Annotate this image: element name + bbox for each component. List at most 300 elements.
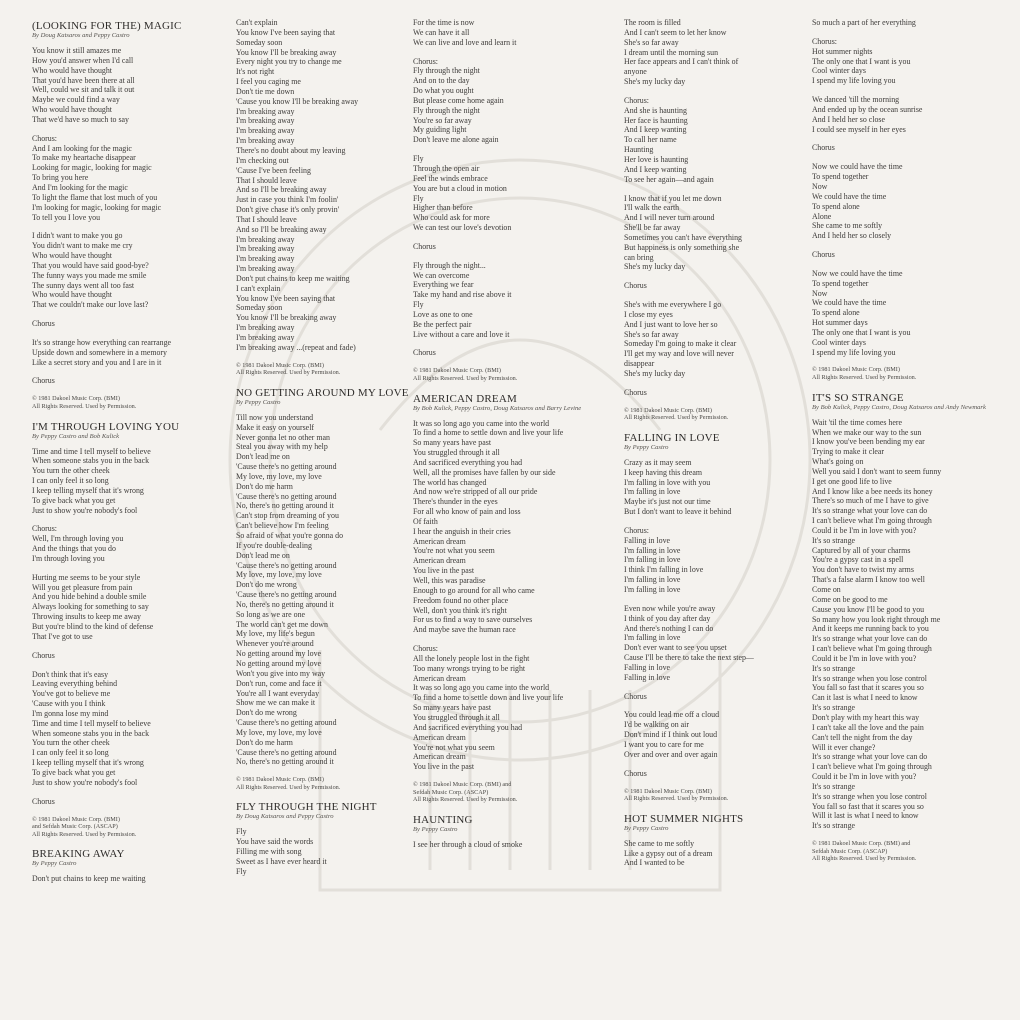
lyric-line: Of faith (413, 516, 438, 526)
lyric-line: Her love is haunting (624, 154, 689, 164)
lyrics-stanza (413, 840, 601, 850)
copyright-line: © 1981 Dakoel Music Corp. (BMI) (624, 406, 712, 414)
lyric-line: So many years have past (413, 438, 492, 448)
lyric-line: Chorus (624, 281, 647, 291)
song-block (812, 392, 1000, 863)
lyric-line: Chorus: (624, 525, 649, 535)
lyrics-stanza (812, 95, 1000, 134)
song-title: IT'S SO STRANGE (812, 391, 904, 404)
lyric-line: American dream (413, 673, 466, 683)
lyric-line: Chorus: (32, 133, 57, 143)
song-credit: By Bob Kulick, Peppy Castro, Doug Katsaros and Barry Levine (413, 404, 582, 412)
lyric-line: Chorus: (413, 644, 438, 654)
lyric-line: So long as we are one (236, 609, 306, 619)
lyrics-stanza (413, 348, 601, 358)
copyright-notice (812, 840, 1000, 863)
lyric-line: The room is filled (624, 18, 681, 27)
lyric-line: Even now while you're away (624, 603, 716, 613)
copyright-line: Sefdah Music Corp. (ASCAP) (413, 788, 489, 796)
lyric-line: Don't lead me on (236, 550, 290, 560)
lyric-line: Whenever you're around (236, 639, 314, 649)
lyric-line: Steal you away with my help (236, 442, 328, 452)
lyric-line: My love, my love, my love (236, 471, 322, 481)
lyric-line: You fall so fast that it scares you so (812, 801, 924, 811)
copyright-line: All Rights Reserved. Used by Permission. (624, 795, 729, 803)
copyright-line: © 1981 Dakoel Music Corp. (BMI) (236, 361, 324, 369)
lyric-line: Don't leave me alone again (413, 135, 499, 145)
lyric-line: To make my heartache disappear (32, 153, 136, 163)
lyric-line: Don't do me harm (236, 481, 293, 491)
lyric-line: Someday soon (236, 303, 283, 313)
song-block (236, 18, 424, 377)
lyric-line: To spend alone (812, 308, 860, 318)
lyrics-stanza (812, 250, 1000, 260)
song-title: HAUNTING (413, 813, 473, 826)
copyright-line: © 1981 Dakoel Music Corp. (BMI) (32, 395, 120, 403)
lyric-line: But please come home again (413, 95, 504, 105)
lyric-line: And ended up by the ocean sunrise (812, 104, 923, 114)
lyric-line: You turn the other cheek (32, 738, 110, 748)
copyright-notice (413, 781, 601, 804)
song-title: AMERICAN DREAM (413, 392, 517, 405)
lyric-line: Now (812, 181, 828, 191)
lyric-line: We could have the time (812, 191, 887, 201)
lyric-line: Fly (413, 154, 424, 164)
lyric-line: I feel you caging me (236, 77, 301, 87)
lyric-line: That's a false alarm I know too well (812, 575, 925, 585)
lyric-line: And there's nothing I can do (624, 623, 714, 633)
lyrics-stanza (32, 319, 220, 329)
copyright-line: © 1981 Dakoel Music Corp. (BMI) and (413, 781, 512, 789)
song-block (624, 432, 812, 803)
lyric-line: Well, don't you think it's right (413, 605, 507, 615)
lyrics-stanza (812, 269, 1000, 358)
lyric-line: No getting around my love (236, 649, 322, 659)
song-block (32, 421, 220, 839)
lyrics-column-1 (32, 18, 220, 894)
lyric-line: Don't do me harm (236, 737, 293, 747)
lyric-line: We can live and love and learn it (413, 37, 517, 47)
lyric-line: I'm through loving you (32, 553, 105, 563)
lyric-line: We can test our love's devotion (413, 223, 512, 233)
lyrics-stanza (32, 573, 220, 642)
lyric-line: Every night you try to change me (236, 57, 342, 67)
lyrics-stanza (413, 57, 601, 146)
lyrics-column-5 (812, 18, 1000, 873)
lyric-line: You don't have to twist my arms (812, 565, 914, 575)
lyric-line: Don't think that it's easy (32, 669, 109, 679)
lyric-line: You live in the past (413, 566, 475, 576)
lyric-line: I think I'm falling in love (624, 565, 704, 575)
lyric-line: To call her name (624, 135, 677, 145)
lyric-line: Chorus (32, 650, 55, 660)
lyric-line: I can only feel it so long (32, 476, 109, 486)
lyric-line: If you're double-dealing (236, 540, 312, 550)
lyric-line: I think of you day after day (624, 613, 711, 623)
lyric-line: And so I'll be breaking away (236, 224, 327, 234)
lyric-line: Just to show you're nobody's fool (32, 505, 138, 515)
song-block (812, 18, 1000, 382)
lyric-line: Well, this was paradise (413, 576, 486, 585)
lyric-line: And on to the day (413, 76, 470, 86)
lyric-line: So afraid of what you're gonna do (236, 531, 344, 540)
lyric-line: I'm falling in love (624, 633, 681, 643)
lyric-line: It's so strange what your love can do (812, 752, 928, 762)
copyright-line: All Rights Reserved. Used by Permission. (236, 369, 341, 377)
song-block (624, 18, 812, 422)
lyric-line: Feel the winds embrace (413, 173, 488, 183)
lyric-line: Through the open air (413, 163, 480, 173)
lyric-line: You're not what you seem (413, 546, 495, 556)
lyric-line: Everything we fear (413, 280, 474, 290)
lyric-line: I'll walk the earth (624, 203, 680, 213)
lyrics-stanza (812, 162, 1000, 241)
lyric-line: I know you've been bending my ear (812, 437, 925, 447)
song-block (413, 393, 601, 804)
lyrics-stanza (812, 18, 1000, 28)
lyric-line: To spend together (812, 172, 869, 182)
lyric-line: Too many wrongs trying to be right (413, 663, 526, 673)
lyric-line: Who could ask for more (413, 213, 490, 223)
lyric-line: There's so much of me I have to give (812, 496, 929, 506)
lyric-line: And it keeps me running back to you (812, 624, 929, 634)
copyright-line: All Rights Reserved. Used by Permission. (32, 402, 137, 410)
lyric-line: anyone (624, 67, 647, 77)
lyric-line: I can't believe what I'm going through (812, 762, 932, 772)
lyric-line: Well, could we sit and talk it out (32, 85, 135, 95)
lyric-line: 'Cause there's no getting around (236, 590, 337, 600)
lyric-line: So much a part of her everything (812, 18, 916, 27)
lyrics-stanza (413, 154, 601, 233)
song-credit: By Peppy Castro (236, 398, 281, 406)
lyric-line: She's so far away (624, 329, 679, 339)
lyric-line: The funny ways you made me smile (32, 270, 147, 280)
lyric-line: Fly (236, 866, 247, 876)
lyric-line: Chorus (812, 143, 835, 153)
lyric-line: The world can't get me down (236, 619, 328, 629)
lyric-line: You're so far away (413, 115, 472, 125)
lyrics-stanza (32, 874, 220, 884)
lyric-line: Till now you understand (236, 412, 314, 422)
lyric-line: I'm falling in love (624, 575, 681, 585)
copyright-line: © 1981 Dakoel Music Corp. (BMI) (236, 776, 324, 784)
song-credit: By Peppy Castro (624, 824, 669, 832)
lyric-line: That I've got to use (32, 631, 93, 641)
lyric-line: Her face is haunting (624, 115, 688, 125)
copyright-line: All Rights Reserved. Used by Permission. (32, 830, 137, 838)
lyric-line: Who would have thought (32, 290, 112, 300)
lyric-line: Well, all the promises have fallen by our side (413, 467, 556, 477)
lyric-line: But happiness is only something she (624, 242, 740, 252)
lyric-line: I can't believe what I'm going through (812, 516, 932, 526)
lyric-line: But you're blind to the kind of defense (32, 622, 154, 631)
lyrics-stanza (236, 413, 424, 767)
lyric-line: American dream (413, 536, 466, 546)
lyric-line: Well, I'm through loving you (32, 534, 124, 544)
song-block (32, 20, 220, 411)
lyric-line: We could have the time (812, 298, 887, 308)
lyric-line: Just to show you're nobody's fool (32, 777, 138, 787)
lyric-line: No, there's no getting around it (236, 501, 334, 511)
lyric-line: The only one that I want is you (812, 327, 911, 337)
lyrics-stanza (624, 458, 812, 517)
lyrics-stanza (413, 419, 601, 636)
lyric-line: Looking for magic, looking for magic (32, 163, 152, 173)
lyric-line: I can't explain (236, 283, 281, 293)
song-title: HOT SUMMER NIGHTS (624, 812, 744, 825)
lyric-line: You've got to believe me (32, 689, 111, 699)
lyrics-stanza (32, 338, 220, 368)
lyric-line: American dream (413, 732, 466, 742)
lyric-line: Just in case you think I'm foolin' (236, 195, 339, 205)
lyric-line: Now (812, 288, 828, 298)
copyright-notice (32, 395, 220, 410)
lyrics-column-2 (236, 18, 424, 887)
copyright-line: © 1981 Dakoel Music Corp. (BMI) (812, 366, 900, 374)
lyric-line: And I'm looking for the magic (32, 182, 128, 192)
lyric-line: You're not what you seem (413, 742, 495, 752)
lyric-line: You didn't want to make me cry (32, 241, 133, 251)
lyric-line: She'll be far away (624, 223, 681, 233)
lyric-line: Chorus (624, 387, 647, 397)
lyric-line: And I held her so closely (812, 231, 892, 241)
lyric-line: All the lonely people lost in the fight (413, 653, 530, 663)
copyright-line: All Rights Reserved. Used by Permission. (236, 783, 341, 791)
lyric-line: You know I've been saying that (236, 27, 336, 37)
lyric-line: Haunting (624, 145, 654, 155)
lyric-line: When we make our way to the sun (812, 427, 922, 437)
lyric-line: Fly through the night (413, 66, 480, 76)
lyrics-column-4 (624, 18, 812, 878)
copyright-line: © 1981 Dakoel Music Corp. (BMI) and (812, 840, 911, 848)
lyric-line: Don't do me wrong (236, 708, 297, 718)
lyric-line: And the things that you do (32, 544, 116, 554)
lyric-line: No getting around my love (236, 658, 322, 668)
lyrics-stanza (624, 281, 812, 291)
lyric-line: Will it last is what I need to know (812, 811, 919, 821)
lyric-line: That you'd have been there at all (32, 75, 135, 85)
lyric-line: Upside down and somewhere in a memory (32, 347, 167, 357)
lyric-line: It's so strange (812, 821, 856, 831)
lyrics-stanza (32, 797, 220, 807)
lyric-line: 'Cause you know I'll be breaking away (236, 96, 359, 106)
lyric-line: Sweet as I have ever heard it (236, 856, 327, 866)
lyrics-stanza (624, 300, 812, 379)
lyric-line: 'Cause with you I think (32, 699, 106, 709)
lyrics-stanza (624, 692, 812, 702)
lyrics-stanza (413, 261, 601, 340)
lyric-line: I'm looking for magic, looking for magic (32, 202, 162, 212)
lyric-line: That we'd have so much to say (32, 114, 129, 124)
lyric-line: How you'd answer when I'd call (32, 55, 134, 65)
lyrics-stanza (413, 644, 601, 772)
lyric-line: Could it be I'm in love with you? (812, 525, 917, 535)
song-title: (LOOKING FOR THE) MAGIC (32, 20, 182, 32)
lyric-line: And so I'll be breaking away (236, 185, 327, 195)
lyric-line: 'Cause there's no getting around (236, 462, 337, 472)
lyric-line: She's so far away (624, 37, 679, 47)
lyric-line: We can have it all (413, 27, 470, 37)
song-credit: By Peppy Castro and Bob Kulick (32, 432, 120, 440)
lyric-line: My love, my love, my love (236, 727, 322, 737)
lyric-line: For us to find a way to save ourselves (413, 615, 533, 625)
lyric-line: I close my eyes (624, 309, 673, 319)
lyric-line: So many years have past (413, 703, 492, 713)
lyric-line: Chorus: (413, 56, 438, 66)
lyric-line: 'Cause there's no getting around (236, 747, 337, 757)
lyric-line: My love, my love, my love (236, 570, 322, 580)
lyric-line: And I keep wanting (624, 164, 687, 174)
lyric-line: Chorus (413, 241, 436, 251)
lyrics-stanza (624, 96, 812, 185)
copyright-line: and Sefdah Music Corp. (ASCAP) (32, 823, 118, 831)
lyric-line: And sacrificed everything you had (413, 722, 523, 732)
song-title: FALLING IN LOVE (624, 431, 720, 444)
lyric-line: It's so strange (812, 781, 856, 791)
song-title: I'M THROUGH LOVING YOU (32, 420, 180, 433)
lyrics-stanza (624, 18, 812, 87)
copyright-notice (812, 366, 1000, 381)
lyric-line: 'Cause there's no getting around (236, 718, 337, 728)
lyric-line: I'm falling in love (624, 545, 681, 555)
lyric-line: Don't play with my heart this way (812, 712, 920, 722)
lyric-line: She's my lucky day (624, 369, 686, 378)
lyric-line: Crazy as it may seem (624, 457, 692, 467)
lyric-line: Come on be good to me (812, 594, 888, 604)
lyric-line: Will you get pleasure from pain (32, 582, 133, 592)
lyric-line: Chorus (32, 376, 55, 386)
lyric-line: It's so strange what your love can do (812, 506, 928, 516)
lyrics-stanza (812, 143, 1000, 153)
lyric-line: Always looking for something to say (32, 602, 149, 612)
lyric-line: To spend together (812, 278, 869, 288)
song-title: NO GETTING AROUND MY LOVE (236, 386, 409, 399)
lyric-line: To find a home to settle down and live your life (413, 428, 564, 438)
lyric-line: You are but a cloud in motion (413, 183, 507, 193)
lyric-line: It's so strange (812, 663, 856, 673)
lyric-line: She came to me softly (812, 221, 883, 231)
lyrics-stanza (413, 242, 601, 252)
lyric-line: Falling in love (624, 662, 671, 672)
lyrics-stanza (32, 670, 220, 788)
lyric-line: Won't you give into my way (236, 668, 326, 678)
lyric-line: It's so strange what your love can do (812, 634, 928, 644)
lyric-line: disappear (624, 359, 655, 369)
copyright-line: All Rights Reserved. Used by Permission. (812, 374, 917, 382)
copyright-notice (413, 367, 601, 382)
song-block (32, 848, 220, 884)
lyric-line: Love as one to one (413, 309, 473, 319)
lyric-line: That I should leave (236, 214, 297, 224)
lyric-line: I'd be walking on air (624, 720, 689, 730)
lyrics-stanza (32, 46, 220, 125)
lyric-line: I'm breaking away (236, 136, 295, 146)
lyrics-stanza (236, 827, 424, 876)
lyric-line: I'm breaking away (236, 106, 295, 116)
lyric-line: For the time is now (413, 18, 475, 27)
lyric-line: Could it be I'm in love with you? (812, 772, 917, 782)
lyric-line: Hurting me seems to be your style (32, 572, 141, 582)
lyric-line: It's so strange when you lose control (812, 791, 927, 801)
lyrics-stanza (624, 388, 812, 398)
lyric-line: Who would have thought (32, 105, 112, 115)
lyric-line: There's thunder in the eyes (413, 497, 498, 507)
lyric-line: Cool winter days (812, 66, 866, 76)
lyric-line: My guiding light (413, 125, 467, 135)
lyric-line: She's with me everywhere I go (624, 300, 722, 310)
lyric-line: American dream (413, 556, 466, 566)
copyright-notice (624, 407, 812, 422)
lyric-line: Chorus (32, 796, 55, 806)
lyric-line: You live in the past (413, 762, 475, 772)
lyric-line: And I keep wanting (624, 125, 687, 135)
lyric-line: Who would have thought (32, 251, 112, 261)
lyrics-stanza (32, 651, 220, 661)
lyrics-stanza (236, 18, 424, 353)
lyric-line: I can't take all the love and the pain (812, 722, 924, 732)
lyric-line: Take my hand and rise above it (413, 290, 512, 300)
copyright-line: All Rights Reserved. Used by Permission. (812, 855, 917, 863)
lyric-line: Can't stop from dreaming of you (236, 511, 339, 521)
lyric-line: You know it still amazes me (32, 46, 122, 55)
song-title: BREAKING AWAY (32, 848, 125, 861)
lyric-line: I see her through a cloud of smoke (413, 839, 523, 849)
lyric-line: I'm breaking away (236, 323, 295, 333)
lyric-line: Don't give chase it's only provin' (236, 205, 340, 215)
lyric-line: To bring you here (32, 173, 89, 183)
lyric-line: Now we could have the time (812, 162, 903, 172)
lyric-line: I dream until the morning sun (624, 47, 719, 57)
lyric-line: I'm breaking away (236, 333, 295, 342)
song-block (413, 814, 601, 850)
lyric-line: You have said the words (236, 837, 314, 847)
lyric-line: Come on (812, 585, 841, 594)
lyric-line: I'm breaking away (236, 254, 295, 264)
lyric-line: When someone stabs you in the back (32, 456, 150, 466)
lyric-line: Cause I'll be there to take the next step— (624, 653, 754, 663)
lyric-line: To find a home to settle down and live your life (413, 693, 564, 703)
lyrics-stanza (413, 18, 601, 48)
lyrics-stanza (32, 376, 220, 386)
copyright-notice (32, 816, 220, 839)
lyric-line: You're all I want everyday (236, 688, 320, 698)
lyric-line: Trying to make it clear (812, 447, 885, 457)
lyric-line: The world has changed (413, 477, 487, 487)
lyrics-stanza (32, 231, 220, 310)
lyric-line: To see her again—and again (624, 174, 714, 184)
lyrics-stanza (32, 524, 220, 563)
lyric-line: I get one good life to live (812, 476, 892, 486)
lyric-line: Alone (812, 211, 832, 221)
lyric-line: And I will never turn around (624, 213, 715, 223)
lyric-line: Now we could have the time (812, 268, 903, 278)
lyric-line: Live without a care and love it (413, 329, 510, 339)
lyric-line: Freedom found no other place (413, 595, 509, 605)
lyric-line: Well you said I don't want to seem funny (812, 466, 942, 476)
lyric-line: And I know like a bee needs its honey (812, 486, 933, 496)
lyric-line: I'll get my way and love will never (624, 349, 734, 359)
lyric-line: That you would have said good-bye? (32, 260, 149, 270)
lyrics-stanza (624, 604, 812, 683)
lyric-line: Maybe it's just not our time (624, 497, 711, 507)
lyric-line: It's so strange (812, 703, 856, 713)
lyric-line: Fly (413, 193, 424, 203)
lyric-line: Chorus: (812, 36, 837, 46)
lyric-line: And now we're stripped of all our pride (413, 487, 538, 497)
lyric-line: Her face appears and I can't think of (624, 57, 739, 67)
lyrics-stanza (624, 526, 812, 595)
lyric-line: Never gonna let no other man (236, 432, 330, 442)
